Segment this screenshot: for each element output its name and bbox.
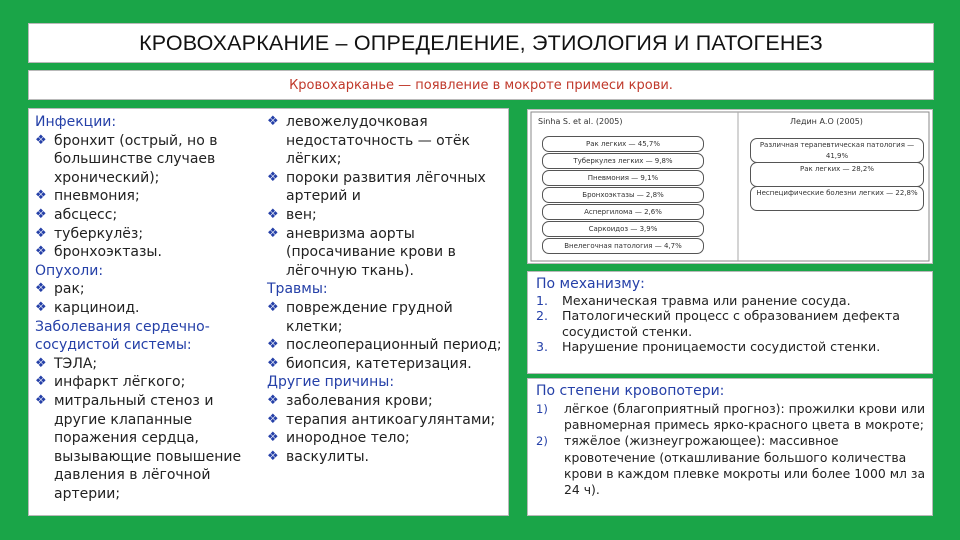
mechanism-item: [536, 308, 926, 339]
list-item-text: инородное тело;: [286, 430, 410, 447]
severity-title: По степени кровопотери:: [536, 383, 725, 399]
list-item-text: послеоперационный период;: [286, 337, 502, 354]
list-item-text: заболевания крови;: [286, 392, 433, 409]
diamond-bullet-icon: ❖: [35, 374, 47, 390]
section-heading: Травмы:: [267, 281, 328, 298]
diamond-bullet-icon: ❖: [267, 299, 279, 315]
list-item-text: повреждение грудной клетки;: [286, 299, 453, 335]
diamond-bullet-icon: ❖: [35, 355, 47, 371]
item-text: Механическая травма или ранение сосуда.: [562, 293, 851, 308]
mechanism-item: [536, 339, 926, 354]
severity-item: [536, 401, 926, 433]
statistic-pill: Саркоидоз — 3,9%: [542, 221, 704, 237]
list-item: [35, 206, 275, 225]
diamond-bullet-icon: ❖: [267, 169, 279, 185]
etiology-panel: [28, 108, 509, 516]
list-item: [35, 355, 275, 374]
diamond-bullet-icon: ❖: [35, 188, 47, 204]
definition-text: Кровохарканье — появление в мокроте примеси крови.: [289, 77, 673, 93]
title-banner: [28, 23, 934, 63]
list-item: [267, 225, 507, 281]
section-heading: Опухоли:: [35, 262, 104, 279]
list-item: [35, 225, 275, 244]
diamond-bullet-icon: ❖: [35, 206, 47, 222]
list-item-text: ТЭЛА;: [54, 355, 98, 372]
statistic-pill: Пневмония — 9,1%: [542, 170, 704, 186]
list-item-text: васкулиты.: [286, 448, 369, 465]
item-text: лёгкое (благоприятный прогноз): прожилки крови или равномерная примесь ярко-красного цвета в мокроте;: [564, 401, 926, 433]
list-item: [267, 169, 507, 206]
severity-panel: [527, 378, 933, 516]
list-item: [267, 355, 507, 374]
section-heading: Другие причины:: [267, 374, 395, 391]
list-item: [267, 429, 507, 448]
list-item: [35, 132, 275, 188]
item-number: 3.: [536, 339, 549, 355]
list-item-text: биопсия, катетеризация.: [286, 355, 472, 372]
list-item: [267, 206, 507, 225]
list-item: [35, 243, 275, 262]
left-source-header: Sinha S. et al. (2005): [538, 117, 623, 126]
statistic-pill: Неспецифические болезни легких — 22,8%: [750, 186, 924, 211]
list-item-text: вен;: [286, 206, 317, 223]
diamond-bullet-icon: ❖: [35, 281, 47, 297]
section-heading: Инфекции:: [35, 114, 117, 130]
list-item: [267, 411, 507, 430]
severity-item: [536, 433, 926, 498]
item-number: 2): [536, 434, 548, 449]
statistic-pill: Аспергилома — 2,6%: [542, 204, 704, 220]
list-item: [35, 187, 275, 206]
statistic-pill: Внелегочная патология — 4,7%: [542, 238, 704, 254]
diamond-bullet-icon: ❖: [35, 392, 47, 408]
diamond-bullet-icon: ❖: [267, 225, 279, 241]
item-number: 1): [536, 402, 548, 416]
list-item-text: карциноид.: [54, 299, 140, 316]
statistics-image: [527, 109, 933, 264]
list-item-text: левожелудочковая недостаточность — отёк лёгких;: [286, 114, 470, 168]
diamond-bullet-icon: ❖: [35, 225, 47, 241]
list-item: [267, 392, 507, 411]
diamond-bullet-icon: ❖: [267, 392, 279, 408]
item-text: Патологический процесс с образованием дефекта сосудистой стенки.: [562, 308, 900, 339]
statistic-pill: Бронхоэктазы — 2,8%: [542, 187, 704, 203]
list-item-text: бронхит (острый, но в большинстве случаев хронический);: [54, 132, 218, 186]
diamond-bullet-icon: ❖: [35, 299, 47, 315]
diamond-bullet-icon: ❖: [267, 430, 279, 446]
list-item: [35, 392, 275, 411]
list-item-text: туберкулёз;: [54, 225, 144, 242]
list-item-text: митральный стеноз и: [54, 392, 214, 409]
list-item: [267, 448, 507, 467]
list-item: [267, 336, 507, 355]
list-item-text: пороки развития лёгочных артерий и: [286, 169, 486, 205]
mechanism-item: [536, 293, 926, 308]
mechanism-list: [536, 293, 926, 355]
diamond-bullet-icon: ❖: [35, 132, 47, 148]
diamond-bullet-icon: ❖: [267, 337, 279, 353]
list-item: [35, 299, 275, 318]
diamond-bullet-icon: ❖: [267, 114, 279, 129]
item-number: 1.: [536, 293, 549, 308]
diamond-bullet-icon: ❖: [267, 448, 279, 464]
etiology-right-column: [267, 113, 507, 466]
diamond-bullet-icon: ❖: [267, 411, 279, 427]
statistic-pill: Различная терапевтическая патология — 41,9%: [750, 138, 924, 163]
list-item-text: рак;: [54, 281, 85, 298]
diamond-bullet-icon: ❖: [267, 206, 279, 222]
right-source-header: Ледин А.О (2005): [790, 117, 863, 126]
statistic-pill: Рак легких — 45,7%: [542, 136, 704, 152]
section-heading: Заболевания сердечно-сосудистой системы:: [35, 318, 210, 354]
list-item: [35, 280, 275, 299]
list-item-continuation: другие клапанные поражения сердца, вызывающие повышение давления в лёгочной артерии;: [54, 411, 242, 502]
list-item: [267, 299, 507, 336]
list-item-text: терапия антикоагулянтами;: [286, 411, 496, 428]
list-item-text: пневмония;: [54, 188, 140, 205]
list-item-text: абсцесс;: [54, 206, 118, 223]
list-item-text: инфаркт лёгкого;: [54, 374, 186, 391]
etiology-left-column: [35, 113, 275, 503]
item-text: тяжёлое (жизнеугрожающее): массивное кровотечение (откашливание большого количества крови в каждом плевке мокроты или более 1000 мл за 24 ч).: [564, 433, 926, 498]
severity-list: [536, 401, 926, 498]
mechanism-panel: [527, 271, 933, 374]
list-item-text: бронхоэктазы.: [54, 244, 162, 261]
diamond-bullet-icon: ❖: [35, 244, 47, 260]
item-number: 2.: [536, 308, 549, 324]
item-text: Нарушение проницаемости сосудистой стенки.: [562, 339, 881, 355]
list-item: [35, 373, 275, 392]
list-item-text: аневризма аорты (просачивание крови в лёгочную ткань).: [286, 225, 456, 279]
definition-banner: [28, 70, 934, 100]
statistic-pill: Рак легких — 28,2%: [750, 162, 924, 187]
mechanism-title: По механизму:: [536, 276, 645, 292]
page-title: КРОВОХАРКАНИЕ – ОПРЕДЕЛЕНИЕ, ЭТИОЛОГИЯ И ПАТОГЕНЕЗ: [139, 30, 823, 55]
list-item: [267, 113, 507, 169]
statistic-pill: Туберкулез легких — 9,8%: [542, 153, 704, 169]
diamond-bullet-icon: ❖: [267, 355, 279, 371]
